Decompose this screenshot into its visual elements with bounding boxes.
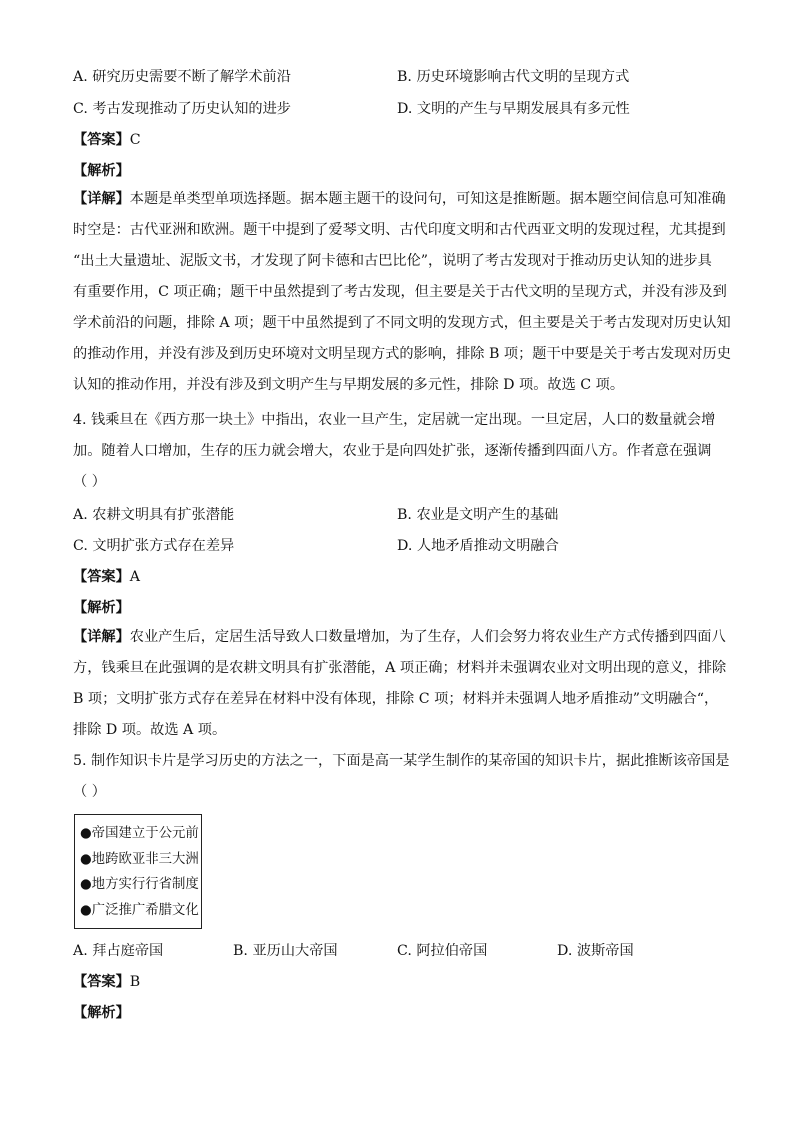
detail-tag: 【详解】 [73, 629, 130, 645]
q3-analysis-tag: 【解析】 [73, 163, 130, 179]
detail-line: “出土大量遗址、泥版文书，才发现了阿卡德和古巴比伦”，说明了考古发现对于推动历史认知的进步具 [73, 253, 712, 269]
q3-option-d: D. 文明的产生与早期发展具有多元性 [397, 101, 630, 117]
detail-line: 农业产生后，定居生活导致人口数量增加，为了生存，人们会努力将农业生产方式传播到四面八 [129, 629, 726, 645]
q5-option-a: A. 拜占庭帝国 [73, 943, 164, 959]
answer-tag: 【答案】 [73, 569, 130, 585]
q3-option-a: A. 研究历史需要不断了解学术前沿 [73, 69, 291, 85]
stem-line: 4. 钱乘旦在《西方那一块土》中指出，农业一旦产生，定居就一定出现。一旦定居，人口的数量就会增 [73, 412, 716, 428]
q5-option-c: C. 阿拉伯帝国 [397, 943, 488, 959]
q5-stem [73, 746, 730, 808]
q4-answer [73, 566, 140, 586]
q4-option-a: A. 农耕文明具有扩张潜能 [73, 507, 235, 523]
answer-value: B [129, 974, 141, 990]
detail-line: 本题是单类型单项选择题。据本题主题干的设问句，可知这是推断题。据本题空间信息可知准确 [129, 191, 726, 207]
q4-detail [73, 622, 727, 746]
q4-analysis-tag: 【解析】 [73, 600, 130, 616]
detail-line: 时空是：古代亚洲和欧洲。题干中提到了爱琴文明、古代印度文明和古代西亚文明的发现过程，尤其提到 [73, 222, 726, 238]
q3-detail [73, 184, 731, 401]
q5-answer [73, 971, 140, 991]
detail-tag: 【详解】 [73, 191, 130, 207]
q5-option-d: D. 波斯帝国 [557, 943, 634, 959]
card-item: ●地方实行行省制度 [80, 877, 199, 892]
q5-option-b: B. 亚历山大帝国 [233, 943, 338, 959]
answer-tag: 【答案】 [73, 132, 130, 148]
card-item: ●帝国建立于公元前 [80, 826, 199, 841]
detail-line: 学术前沿的问题，排除 A 项；题干中虽然提到了不同文明的发现方式，但主要是关于考古发现对历史认知 [73, 315, 731, 331]
stem-line: 加。随着人口增加，生存的压力就会增大，农业于是向四处扩张，逐渐传播到四面八方。作者意在强调 [73, 443, 712, 459]
detail-line: 认知的推动作用，并没有涉及到文明产生与早期发展的多元性，排除 D 项。故选 C 项。 [73, 377, 625, 393]
detail-line: 的推动作用，并没有涉及到历史环境对文明呈现方式的影响，排除 B 项；题干中要是关于考古发现对历史 [73, 346, 731, 362]
stem-line: （ ） [73, 784, 106, 800]
q4-option-c: C. 文明扩张方式存在差异 [73, 538, 235, 554]
card-item: ●广泛推广希腊文化 [80, 902, 199, 918]
q3-option-c: C. 考古发现推动了历史认知的进步 [73, 101, 291, 117]
q3-answer [73, 129, 141, 149]
detail-line: B 项；文明扩张方式存在差异在材料中没有体现，排除 C 项；材料并未强调人地矛盾推动”文明融合“， [73, 691, 719, 707]
card-item: ●地跨欧亚非三大洲 [80, 851, 199, 867]
q4-option-d: D. 人地矛盾推动文明融合 [397, 538, 559, 554]
q4-option-b: B. 农业是文明产生的基础 [397, 507, 559, 523]
q4-stem [73, 405, 721, 498]
stem-line: （ ） [73, 474, 106, 490]
knowledge-card [74, 814, 202, 929]
answer-tag: 【答案】 [73, 974, 130, 990]
detail-line: 有重要作用，C 项正确；题干中虽然提到了考古发现，但主要是关于古代文明的呈现方式，并没有涉及到 [73, 284, 727, 300]
stem-line: 5. 制作知识卡片是学习历史的方法之一，下面是高一某学生制作的某帝国的知识卡片，据此推断该帝国是 [73, 753, 730, 769]
detail-line: 排除 D 项。故选 A 项。 [73, 722, 227, 738]
q5-analysis-tag: 【解析】 [73, 1005, 130, 1021]
answer-value: A [129, 569, 141, 585]
detail-line: 方，钱乘旦在此强调的是农耕文明具有扩张潜能，A 项正确；材料并未强调农业对文明出现的意义，排除 [73, 660, 727, 676]
q3-option-b: B. 历史环境影响古代文明的呈现方式 [397, 69, 630, 85]
answer-value: C [129, 132, 141, 148]
